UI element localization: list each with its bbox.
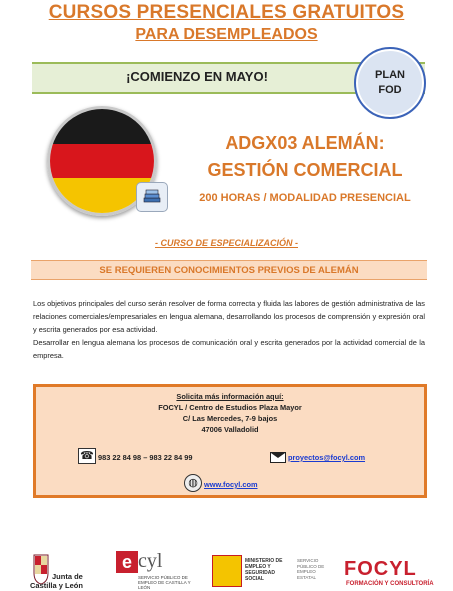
- jcyl-line2: Castilla y León: [30, 581, 83, 590]
- contact-web-link[interactable]: www.focyl.com: [204, 480, 258, 489]
- jcyl-logo-text: [30, 572, 83, 590]
- requirement-text: SE REQUIEREN CONOCIMIENTOS PREVIOS DE ALEMÁN: [99, 265, 359, 276]
- plan-badge-line2: FOD: [378, 84, 402, 96]
- course-title-line1: ADGX03 ALEMÁN:: [225, 133, 385, 153]
- ecyl-logo-subtitle: SERVICIO PÚBLICO DE EMPLEO DE CASTILLA Y LEÓN: [138, 575, 191, 590]
- ecyl-logo-mark: e: [116, 551, 138, 573]
- course-hours: 200 HORAS / MODALIDAD PRESENCIAL: [199, 192, 411, 204]
- contact-phone: 983 22 84 98 – 983 22 84 99: [98, 453, 193, 462]
- globe-icon: ◍: [184, 474, 202, 492]
- contact-email-link[interactable]: proyectos@focyl.com: [288, 453, 366, 462]
- spain-ministry-emblem-icon: [212, 555, 242, 587]
- ministry-subtitle: SERVICIO PÚBLICO DE EMPLEO ESTATAL: [297, 558, 325, 580]
- contact-city: 47006 Valladolid: [201, 425, 259, 434]
- focyl-logo: FOCYL: [344, 558, 417, 580]
- page-title: CURSOS PRESENCIALES GRATUITOS: [48, 2, 405, 23]
- specialization-label: - CURSO DE ESPECIALIZACIÓN -: [154, 238, 298, 248]
- start-banner-text: ¡COMIENZO EN MAYO!: [126, 69, 268, 84]
- plan-badge-line1: PLAN: [375, 69, 405, 81]
- description-paragraph-1: Los objetivos principales del curso serán resolver de forma correcta y fluida las labores de gestión administrativa de las relaciones comerciales/empresariales en lengua alemana, desarrollando los procesos de comprensión y expresión oral y escrita generados por esa actividad.: [33, 299, 425, 334]
- contact-center: FOCYL / Centro de Estudios Plaza Mayor: [158, 403, 302, 412]
- phone-icon: ☎: [78, 448, 96, 464]
- page-subtitle: PARA DESEMPLEADOS: [135, 26, 318, 43]
- books-icon: [136, 182, 168, 212]
- ministry-name: MINISTERIO DE EMPLEO Y SEGURIDAD SOCIAL: [245, 558, 283, 582]
- focyl-logo-subtitle: FORMACIÓN Y CONSULTORÍA: [346, 581, 434, 587]
- contact-title: Solicita más información aquí:: [176, 392, 284, 401]
- jcyl-line1: Junta de: [52, 572, 83, 581]
- ecyl-logo-name: cyl: [138, 550, 163, 572]
- course-title-line2: GESTIÓN COMERCIAL: [207, 160, 403, 180]
- contact-address: C/ Las Mercedes, 7-9 bajos: [182, 414, 278, 423]
- description-paragraph-2: Desarrollar en lengua alemana los procesos de comunicación oral y escrita generados por la actividad comercial de la empresa.: [33, 338, 425, 360]
- mail-icon: [270, 452, 286, 463]
- plan-fod-badge: [354, 47, 426, 119]
